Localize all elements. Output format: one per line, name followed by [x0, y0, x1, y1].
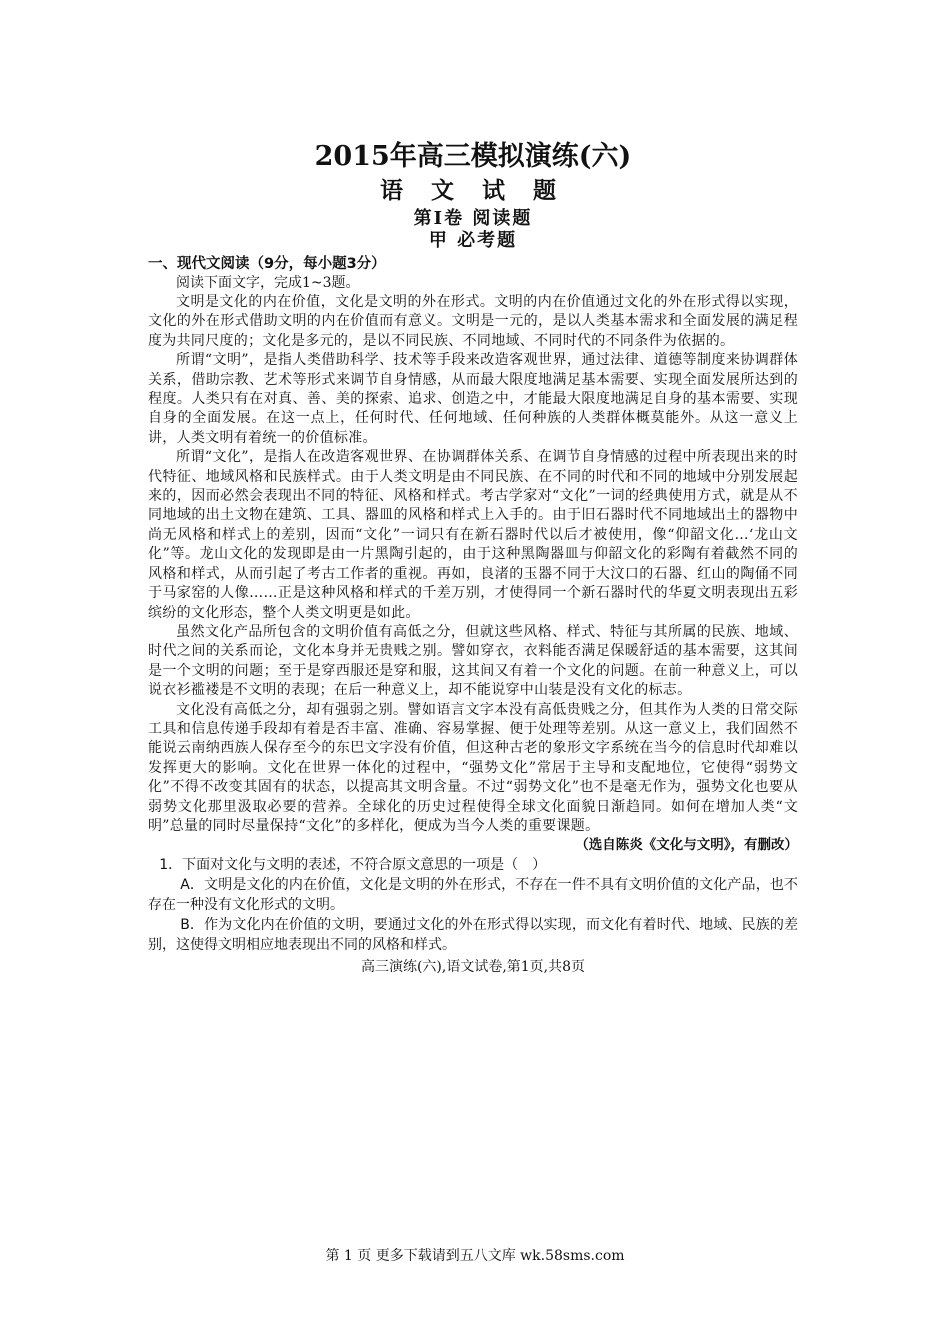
passage-source: （选自陈炎《文化与文明》，有删改）	[575, 837, 798, 854]
part-title: 第Ⅰ卷 阅读题	[413, 208, 533, 229]
question-1-option-b: B．作为文化内在价值的文明，要通过文化的外在形式得以实现，而文化有着时代、地域、民族的差别，这使得文明相应地表现出不同的风格和样式。	[148, 917, 798, 954]
reading-heading: 一、现代文阅读（9分，每小题3分）	[148, 256, 386, 272]
passage-paragraph: 文明是文化的内在价值，文化是文明的外在形式。文明的内在价值通过文化的外在形式得以实现，文化的外在形式借助文明的内在价值而有意义。文明是一元的，是以人类基本需求和全面发展的满足程度为共同尺度的；文化是多元的，是以不同民族、不同地域、不同时代的不同条件为依据的。	[148, 294, 798, 349]
page-number-note: 高三演练(六),语文试卷,第1页,共8页	[360, 959, 586, 976]
question-1-stem: 1．下面对文化与文明的表述，不符合原文意思的一项是（ ）	[159, 857, 547, 874]
question-1-option-a: A．文明是文化的内在价值，文化是文明的外在形式，不存在一件不具有文明价值的文化产品，也不存在一种没有文化形式的文明。	[148, 877, 798, 914]
exam-title: 2015年高三模拟演练(六)	[314, 141, 632, 172]
download-footer: 第 1 页 更多下载请到五八文库 wk.58sms.com	[325, 1248, 625, 1264]
section-title: 甲 必考题	[428, 230, 518, 251]
passage-paragraph: 所谓“文化”，是指人在改造客观世界、在协调群体关系、在调节自身情感的过程中所表现出来的时代特征、地域风格和民族样式。由于人类文明是由不同民族、在不同的时代和不同的地域中分别发展起来的，因而必然会表现出不同的特征、风格和样式。考古学家对“文化”一词的经典使用方式，就是从不同地域的出土文物在建筑、工具、器皿的风格和样式上入手的。由于旧石器时代不同地域出土的器物中尚无风格和样式上的差别，因而“文化”一词只有在新石器时代以后才被使用，像“仰韶文化…‘龙山文化”等。龙山文化的发现即是由一片黑陶引起的，由于这种黑陶器皿与仰韶文化的彩陶有着截然不同的风格和样式，从而引起了考古工作者的重视。再如，良渚的玉器不同于大汶口的石器、红山的陶俑不同于马家窑的人像……正是这种风格和样式的千差万别，才使得同一个新石器时代的华夏文明表现出五彩缤纷的文化形态，整个人类文明更是如此。	[148, 449, 798, 621]
passage-paragraph: 文化没有高低之分，却有强弱之别。譬如语言文字本没有高低贵贱之分，但其作为人类的日常交际工具和信息传递手段却有着是否丰富、准确、容易掌握、便于处理等差别。从这一意义上，我们固然不能说云南纳西族人保存至今的东巴文字没有价值，但这种古老的象形文字系统在当今的信息时代却难以发挥更大的影响。文化在世界一体化的过程中，“强势文化”常居于主导和支配地位，它使得“弱势文化”不得不改变其固有的状态，以提高其文明含量。不过“弱势文化”也不是毫无作为，强势文化也要从弱势文化那里汲取必要的营养。全球化的历史过程使得全球文化面貌日渐趋同。如何在增加人类“文明”总量的同时尽量保持“文化”的多样化，便成为当今人类的重要课题。	[148, 701, 798, 834]
reading-instruction: 阅读下面文字，完成1~3题。	[176, 275, 360, 291]
exam-page	[148, 140, 798, 977]
passage-paragraph: 所谓“文明”，是指人类借助科学、技术等手段来改造客观世界，通过法律、道德等制度来协调群体关系，借助宗教、艺术等形式来调节自身情感，从而最大限度地满足基本需要、实现全面发展所达到的程度。人类只有在对真、善、美的探索、追求、创造之中，才能最大限度地满足自身的基本需要、实现自身的全面发展。在这一点上，任何时代、任何地域、任何种族的人类群体概莫能外。从这一意义上讲，人类文明有着统一的价值标准。	[148, 352, 798, 446]
subject-title: 语 文 试 题	[379, 177, 567, 204]
passage-paragraph: 虽然文化产品所包含的文明价值有高低之分，但就这些风格、样式、特征与其所属的民族、地域、时代之间的关系而论，文化本身并无贵贱之别。譬如穿衣，衣料能否满足保暖舒适的基本需要，这其间是一个文明的问题；至于是穿西服还是穿和服，这其间又有着一个文化的问题。在前一种意义上，可以说衣衫褴褛是不文明的表现；在后一种意义上，却不能说穿中山装是没有文化的标志。	[148, 623, 798, 699]
